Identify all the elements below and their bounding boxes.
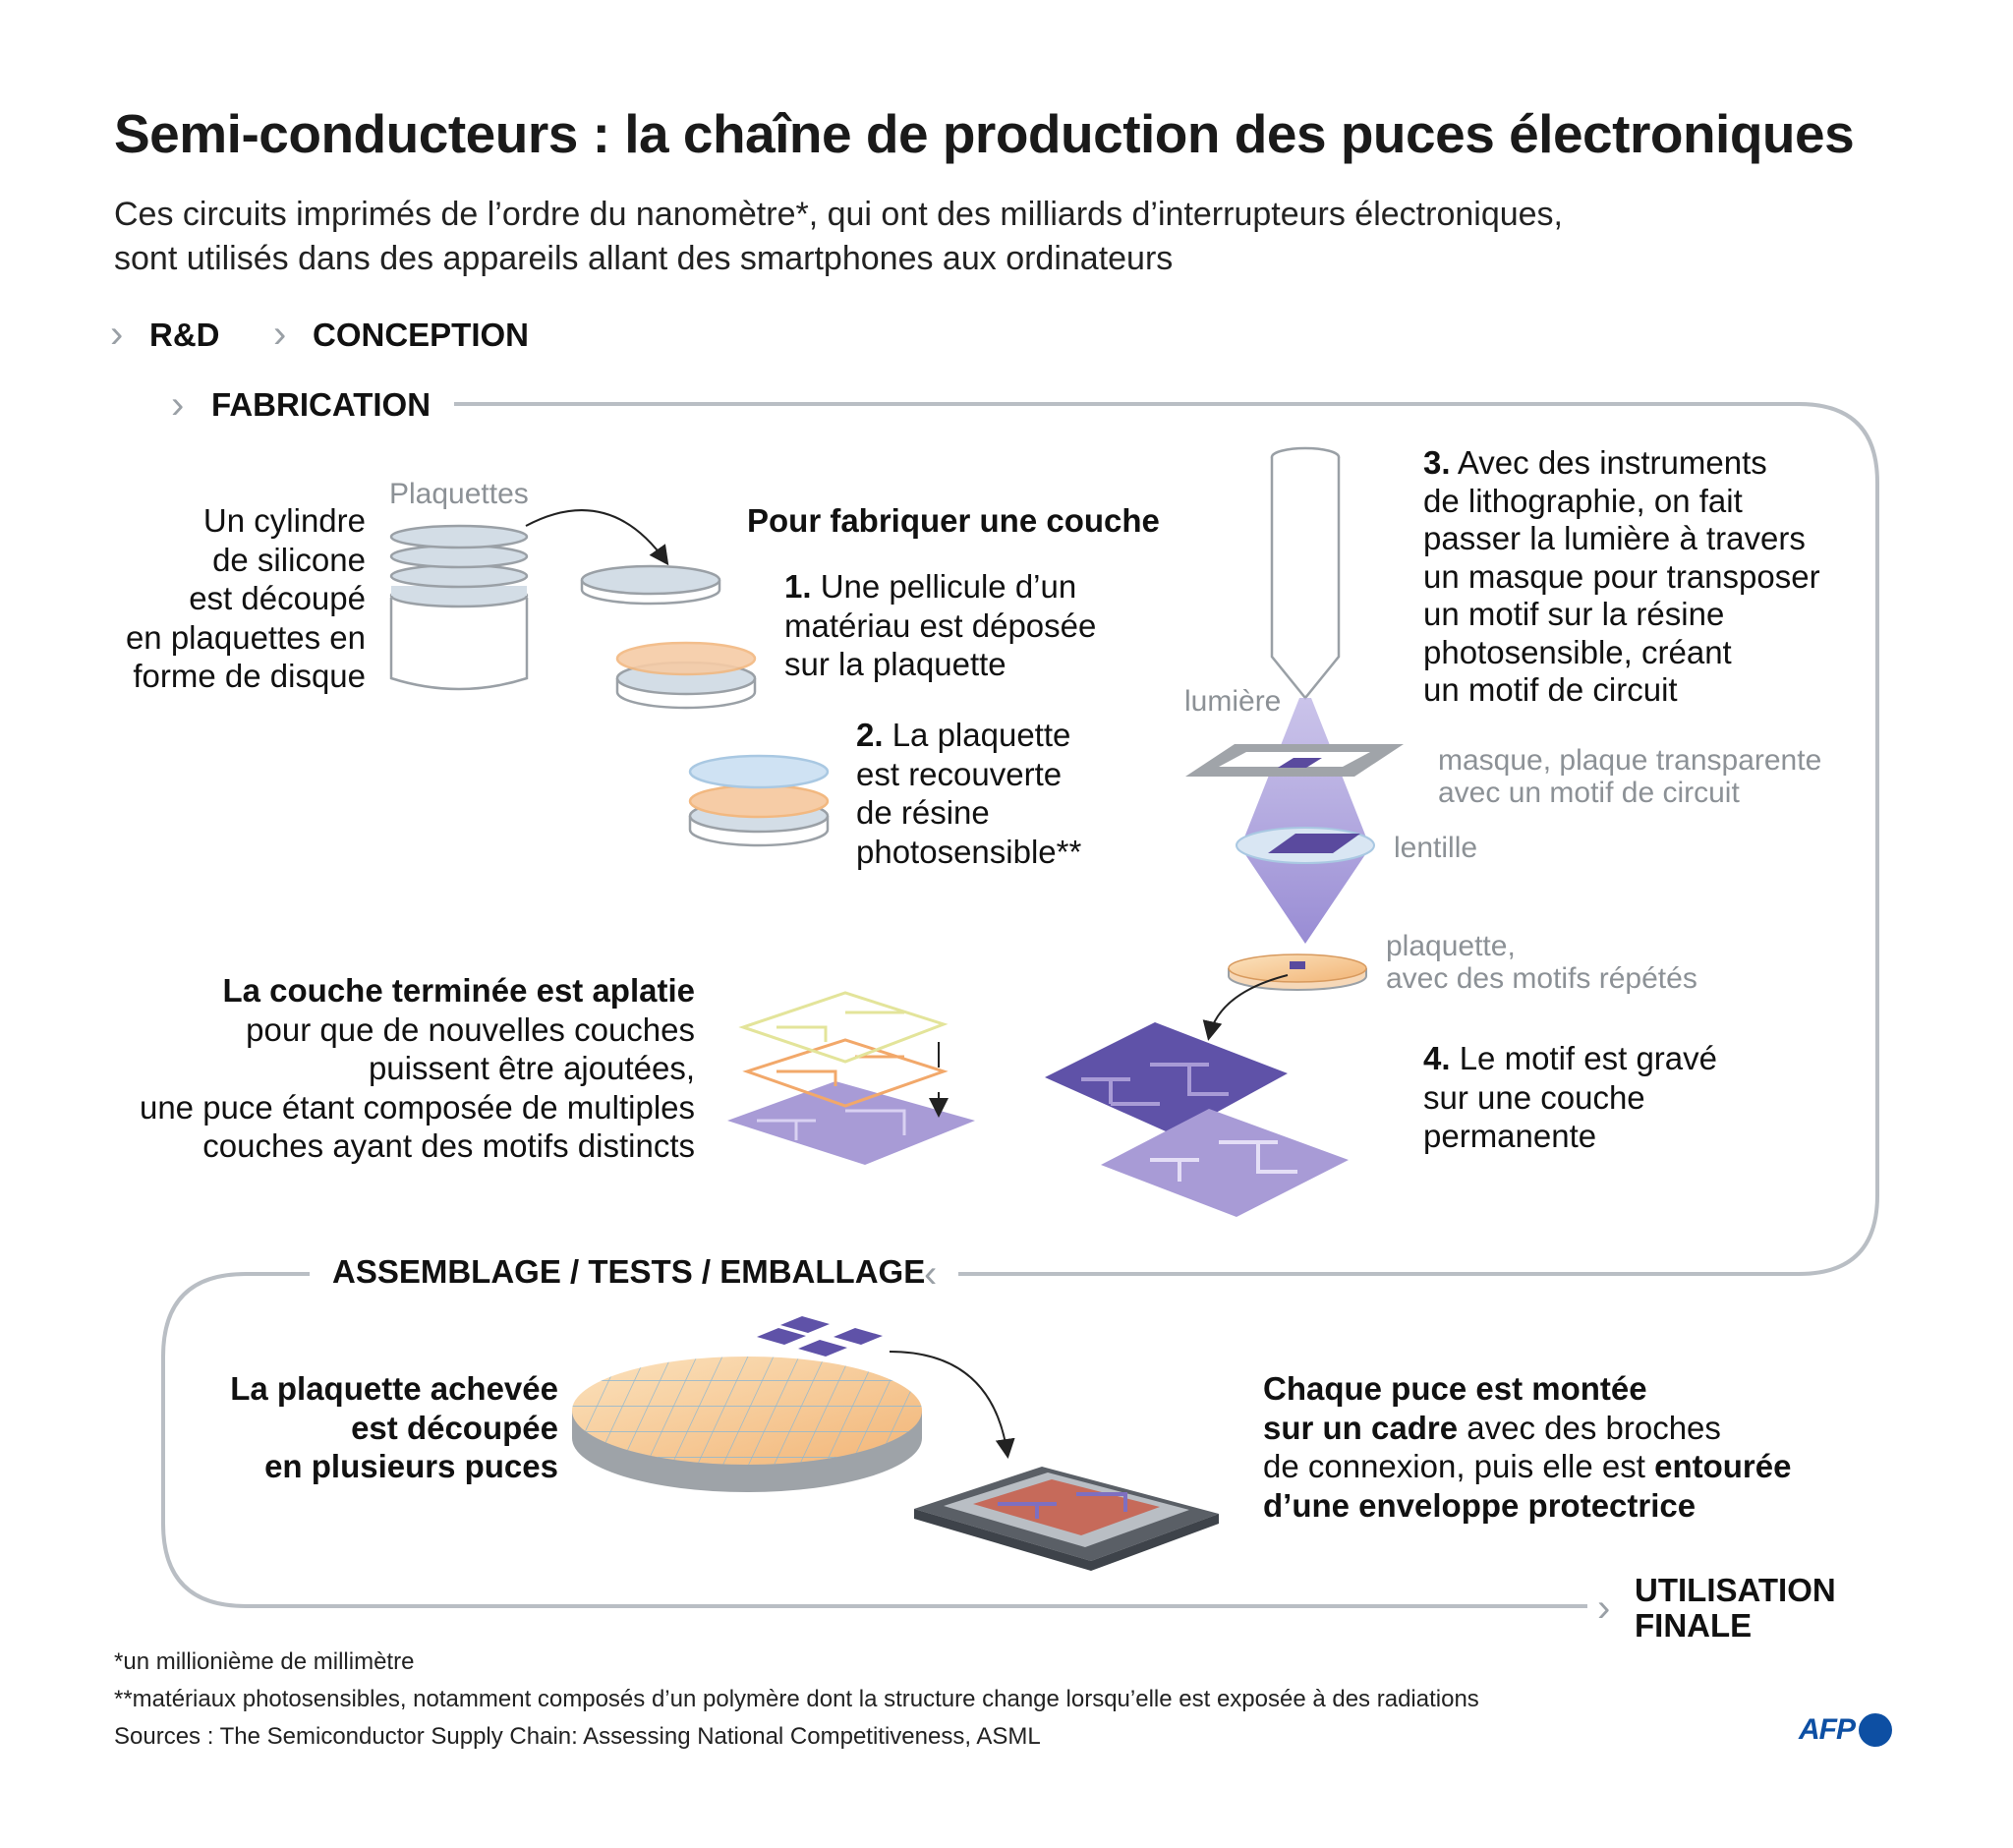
finished-wafer: [572, 1316, 922, 1492]
label-mask: [1438, 744, 1821, 809]
text-line: avec des motifs répétés: [1386, 962, 1697, 995]
etched-layer-light: [1101, 1109, 1349, 1217]
text-line: forme de disque: [133, 658, 366, 694]
page-title: Semi-conducteurs : la chaîne de production des puces électroniques: [114, 103, 1855, 164]
mount-description: [1263, 1369, 1791, 1525]
text-line: est recouverte: [856, 755, 1063, 792]
step-4: [1423, 1039, 1717, 1156]
chevron-right-icon: ›: [1597, 1587, 1611, 1630]
subtitle-line-1: Ces circuits imprimés de l’ordre du nanomètre*, qui ont des milliards d’interrupteurs électroniques,: [114, 196, 1563, 233]
text-line: passer la lumière à travers: [1423, 520, 1806, 556]
sources: Sources : The Semiconductor Supply Chain: Assessing National Competitiveness, ASML: [114, 1723, 1041, 1750]
text-line: Une pellicule d’un: [820, 568, 1077, 605]
text-line: matériau est déposée: [784, 606, 1097, 644]
text-line: en plaquettes en: [125, 618, 366, 656]
text-line: d’une enveloppe protectrice: [1263, 1486, 1697, 1524]
layer-done-description: [88, 971, 695, 1166]
patterned-wafer: [1229, 954, 1366, 990]
text-line: un masque pour transposer: [1423, 557, 1820, 595]
text-line: sur une couche: [1423, 1078, 1645, 1116]
text-line: photosensible**: [856, 833, 1082, 870]
text-fragment: entourée: [1654, 1448, 1792, 1484]
text-line: Le motif est gravé: [1459, 1040, 1717, 1076]
step-number: 2.: [856, 717, 884, 753]
text-fragment: avec des broches: [1458, 1409, 1721, 1446]
logo-circle: [1859, 1713, 1892, 1747]
text-fragment: sur un cadre: [1263, 1409, 1459, 1446]
stage-utilisation-line: FINALE: [1635, 1607, 1753, 1644]
light-beam: [1240, 698, 1370, 944]
subtitle-line-2: sont utilisés dans des appareils allant des smartphones aux ordinateurs: [114, 240, 1174, 277]
single-wafer: [582, 566, 719, 604]
text-line: La plaquette: [891, 717, 1071, 753]
text-line: La couche terminée est aplatie: [222, 972, 695, 1009]
text-line: une puce étant composée de multiples: [139, 1088, 695, 1126]
stage-fabrication: FABRICATION: [211, 386, 431, 423]
text-line: est découpée: [351, 1409, 558, 1446]
text-line: sur la plaquette: [784, 646, 1006, 682]
label-lens: lentille: [1394, 832, 1478, 864]
text-line: pour que de nouvelles couches: [246, 1011, 695, 1048]
stage-utilisation-line: UTILISATION: [1635, 1572, 1836, 1608]
step-number: 3.: [1423, 444, 1451, 481]
text-line: Un cylindre: [202, 502, 366, 539]
text-line: couches ayant des motifs distincts: [202, 1127, 695, 1164]
text-line: puissent être ajoutées,: [368, 1050, 695, 1086]
stage-rd: R&D: [149, 317, 220, 353]
text-line: de silicone: [212, 541, 366, 578]
mask-plate: [1185, 744, 1404, 777]
text-line: avec un motif de circuit: [1438, 777, 1740, 809]
packaged-chip: [914, 1467, 1219, 1571]
text-line: un motif de circuit: [1423, 671, 1678, 708]
footnote: *un millionième de millimètre: [114, 1648, 415, 1675]
text-line: un motif sur la résine: [1423, 596, 1725, 632]
step-2: [856, 716, 1081, 871]
label-plaquettes: Plaquettes: [389, 478, 529, 510]
wafer-with-resin: [690, 756, 828, 845]
cylinder-description: [69, 501, 366, 696]
text-line: de résine: [856, 794, 990, 831]
etched-layer-dark: [1045, 1022, 1288, 1135]
afp-logo: [1799, 1710, 1892, 1750]
text-line: Chaque puce est montée: [1263, 1370, 1647, 1407]
label-light: lumière: [1184, 685, 1282, 718]
text-line: permanente: [1423, 1118, 1597, 1154]
chevron-right-icon: ›: [110, 313, 124, 356]
text-line: photosensible, créant: [1423, 633, 1732, 670]
silicon-cylinder: [391, 526, 527, 689]
footnote: **matériaux photosensibles, notamment composés d’un polymère dont la structure change lorsqu’elle est exposée à des radiations: [114, 1686, 1479, 1712]
chevron-right-icon: ›: [171, 383, 185, 427]
lens: [1237, 828, 1374, 863]
text-line: La plaquette achevée: [230, 1370, 558, 1407]
layer-heading: Pour fabriquer une couche: [747, 502, 1160, 539]
label-wafer: [1386, 930, 1697, 995]
layer-stack: [727, 993, 975, 1165]
step-1: [784, 567, 1096, 684]
text-line: Avec des instruments: [1457, 444, 1767, 481]
stage-assemblage: ASSEMBLAGE / TESTS / EMBALLAGE: [332, 1253, 926, 1290]
step-number: 4.: [1423, 1040, 1451, 1076]
text-line: en plusieurs puces: [264, 1448, 558, 1484]
text-line: masque, plaque transparente: [1438, 744, 1822, 777]
text-line: plaquette,: [1386, 930, 1516, 962]
logo-text: AFP: [1799, 1713, 1855, 1746]
stage-utilisation: [1635, 1573, 1836, 1644]
stage-conception: CONCEPTION: [313, 317, 530, 353]
step-3: [1423, 444, 1820, 710]
text-line: est découpé: [189, 580, 366, 616]
text-fragment: de connexion, puis elle est: [1263, 1448, 1655, 1484]
wafer-arrow: [526, 510, 666, 562]
light-source: [1272, 448, 1339, 698]
cut-description: [157, 1369, 558, 1486]
chevron-left-icon: ‹: [924, 1252, 938, 1296]
wafer-with-film: [617, 643, 755, 708]
step-number: 1.: [784, 568, 812, 605]
chevron-right-icon: ›: [273, 313, 287, 356]
text-line: de lithographie, on fait: [1423, 482, 1743, 519]
